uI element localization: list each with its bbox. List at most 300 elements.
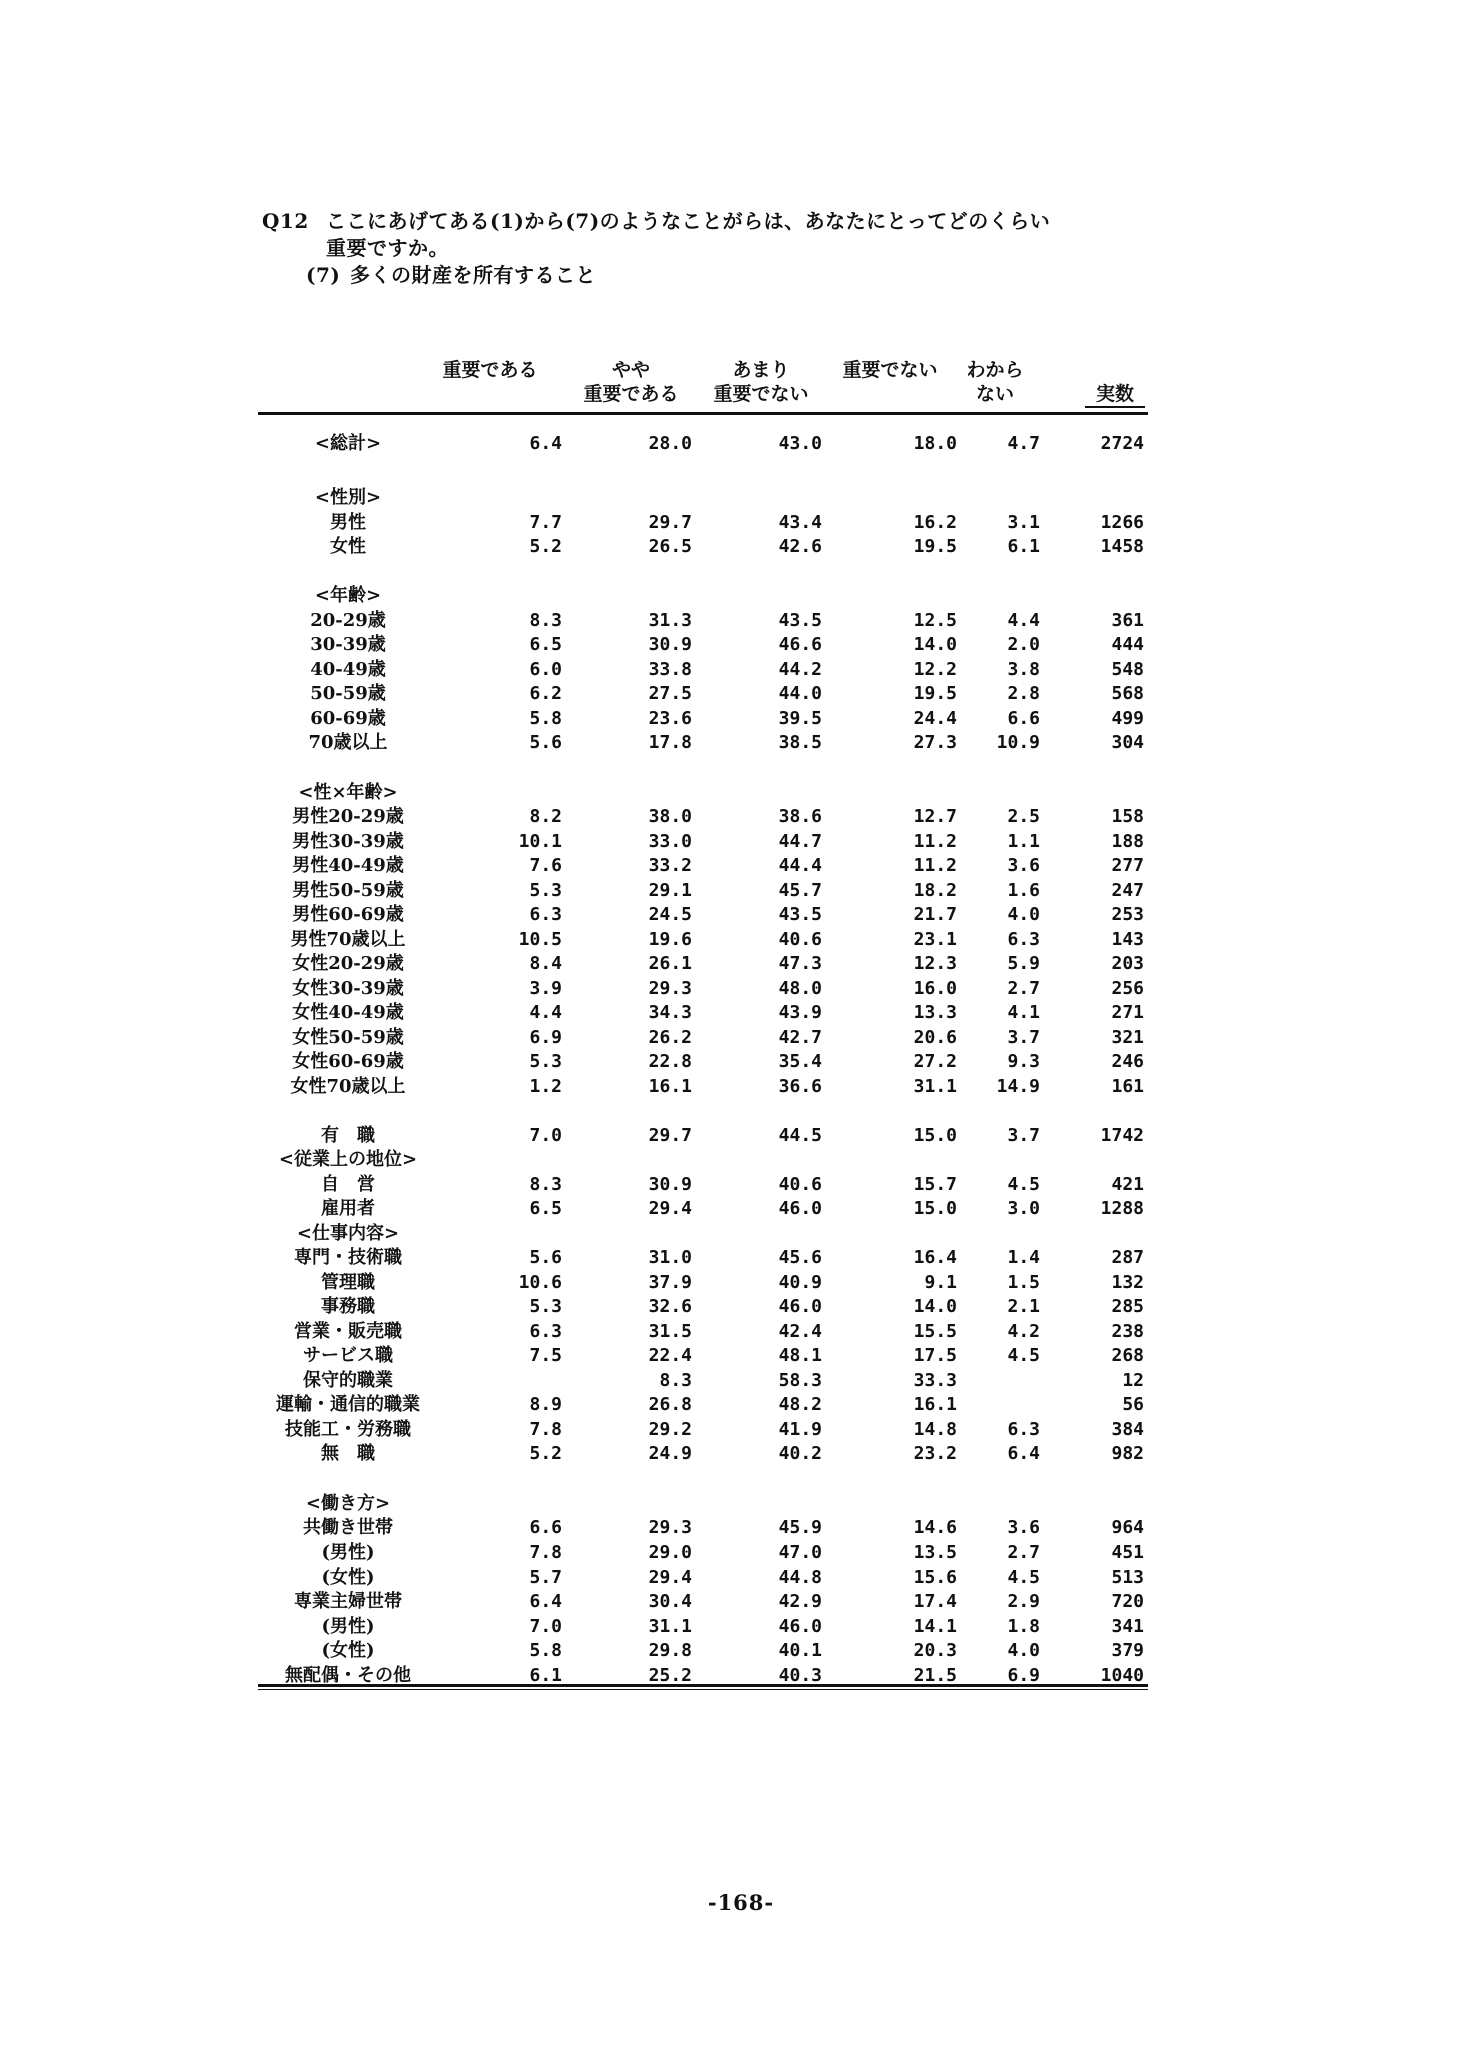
cell-c6: 256 [1111,978,1144,999]
cell-c6: 421 [1111,1174,1144,1195]
cell-c1: 6.4 [529,1591,562,1612]
cell-c3: 38.5 [778,732,822,753]
cell-c6: 12 [1122,1370,1144,1391]
row-label: 管理職 [321,1272,375,1293]
row-label: 雇用者 [321,1198,375,1219]
cell-c6: 56 [1122,1394,1144,1415]
row-label: 女性60-69歳 [292,1051,404,1072]
table-row [0,432,1482,456]
cell-c3: 40.9 [778,1272,822,1293]
row-label: 営業・販売職 [294,1321,402,1342]
cell-c5: 3.7 [1007,1125,1040,1146]
cell-c3: 38.6 [778,806,822,827]
row-label: 60-69歳 [310,708,386,729]
table-row [0,977,1482,1001]
cell-c4: 16.0 [913,978,957,999]
cell-c6: 304 [1111,732,1144,753]
table-bottom-rule [258,1684,1148,1687]
cell-c1: 8.3 [529,610,562,631]
cell-c5: 2.0 [1007,634,1040,655]
cell-c2: 22.8 [648,1051,692,1072]
cell-c6: 568 [1111,683,1144,704]
table-row [0,1001,1482,1025]
cell-c5: 1.5 [1007,1272,1040,1293]
table-row [0,1173,1482,1197]
header-important: 重要である [442,359,538,381]
cell-c3: 39.5 [778,708,822,729]
table-row [0,486,1482,510]
cell-c1: 7.0 [529,1125,562,1146]
table-top-rule [258,412,1148,415]
table-row [0,707,1482,731]
cell-c2: 19.6 [648,929,692,950]
cell-c1: 6.1 [529,1665,562,1686]
cell-c5: 2.7 [1007,978,1040,999]
table-row [0,1615,1482,1639]
cell-c1: 5.2 [529,1443,562,1464]
row-label: 保守的職業 [303,1370,393,1391]
cell-c4: 12.5 [913,610,957,631]
cell-c6: 1742 [1100,1125,1144,1146]
cell-c3: 44.8 [778,1567,822,1588]
cell-c2: 31.3 [648,610,692,631]
table-row [0,879,1482,903]
row-label: <働き方> [305,1493,391,1514]
cell-c2: 29.8 [648,1640,692,1661]
cell-c5: 4.5 [1007,1174,1040,1195]
table-row [0,1566,1482,1590]
cell-c1: 6.5 [529,1198,562,1219]
cell-c6: 2724 [1100,433,1144,454]
row-label: 男性50-59歳 [292,880,404,901]
cell-c2: 16.1 [648,1076,692,1097]
table-row [0,1369,1482,1393]
cell-c5: 6.4 [1007,1443,1040,1464]
header-not-very-important: あまり 重要でない [713,359,809,405]
cell-c3: 42.9 [778,1591,822,1612]
cell-c4: 15.5 [913,1321,957,1342]
cell-c1: 6.2 [529,683,562,704]
cell-c4: 15.7 [913,1174,957,1195]
cell-c6: 246 [1111,1051,1144,1072]
cell-c1: 5.6 [529,1247,562,1268]
cell-c4: 16.2 [913,512,957,533]
row-label: 事務職 [321,1296,375,1317]
row-label: 男性70歳以上 [290,929,406,950]
cell-c2: 24.9 [648,1443,692,1464]
cell-c4: 23.2 [913,1443,957,1464]
cell-c5: 3.6 [1007,1517,1040,1538]
cell-c5: 1.1 [1007,831,1040,852]
cell-c4: 12.7 [913,806,957,827]
cell-c3: 45.9 [778,1517,822,1538]
cell-c4: 13.5 [913,1542,957,1563]
cell-c4: 14.8 [913,1419,957,1440]
cell-c4: 21.7 [913,904,957,925]
cell-c3: 46.0 [778,1296,822,1317]
table-row [0,854,1482,878]
table-row [0,609,1482,633]
cell-c2: 34.3 [648,1002,692,1023]
table-row [0,952,1482,976]
table-row [0,1075,1482,1099]
cell-c3: 42.7 [778,1027,822,1048]
cell-c4: 14.0 [913,634,957,655]
cell-c2: 30.9 [648,634,692,655]
header-dont-know: わから ない [966,359,1024,405]
cell-c4: 12.3 [913,953,957,974]
cell-c5: 14.9 [996,1076,1040,1097]
cell-c1: 7.8 [529,1419,562,1440]
cell-c3: 42.4 [778,1321,822,1342]
row-label: 無配偶・その他 [285,1665,411,1686]
cell-c1: 10.1 [518,831,562,852]
cell-c5: 9.3 [1007,1051,1040,1072]
cell-c2: 30.9 [648,1174,692,1195]
cell-c4: 20.6 [913,1027,957,1048]
cell-c1: 8.9 [529,1394,562,1415]
question-line-1 [262,208,1242,235]
table-row [0,633,1482,657]
cell-c1: 5.8 [529,708,562,729]
cell-c4: 17.5 [913,1345,957,1366]
cell-c3: 48.2 [778,1394,822,1415]
cell-c2: 27.5 [648,683,692,704]
question-line-2: 重要ですか。 [326,236,449,260]
cell-c1: 6.9 [529,1027,562,1048]
cell-c3: 43.5 [778,904,822,925]
cell-c3: 44.2 [778,659,822,680]
cell-c2: 29.0 [648,1542,692,1563]
table-row [0,584,1482,608]
cell-c6: 253 [1111,904,1144,925]
cell-c2: 26.5 [648,536,692,557]
cell-c6: 720 [1111,1591,1144,1612]
table-row [0,1590,1482,1614]
table-bottom-rule-thin [258,1689,1148,1690]
cell-c1: 6.0 [529,659,562,680]
cell-c3: 47.0 [778,1542,822,1563]
question-block [262,208,1242,289]
cell-c4: 23.1 [913,929,957,950]
cell-c6: 158 [1111,806,1144,827]
cell-c2: 29.4 [648,1198,692,1219]
row-label: <年齢> [314,585,382,606]
cell-c2: 8.3 [659,1370,692,1391]
cell-c4: 27.2 [913,1051,957,1072]
cell-c5: 6.1 [1007,536,1040,557]
cell-c3: 45.6 [778,1247,822,1268]
cell-c2: 31.5 [648,1321,692,1342]
cell-c2: 37.9 [648,1272,692,1293]
cell-c4: 18.2 [913,880,957,901]
cell-c6: 203 [1111,953,1144,974]
row-label: 男性60-69歳 [292,904,404,925]
cell-c4: 19.5 [913,536,957,557]
table-row [0,1148,1482,1172]
cell-c3: 43.9 [778,1002,822,1023]
table-row [0,805,1482,829]
table-row [0,682,1482,706]
table-row [0,535,1482,559]
cell-c3: 43.5 [778,610,822,631]
cell-c1: 5.3 [529,1051,562,1072]
question-subitem [262,262,1242,289]
cell-c3: 40.6 [778,1174,822,1195]
cell-c5: 6.6 [1007,708,1040,729]
cell-c4: 11.2 [913,831,957,852]
cell-c6: 271 [1111,1002,1144,1023]
cell-c5: 1.6 [1007,880,1040,901]
cell-c2: 23.6 [648,708,692,729]
cell-c3: 48.0 [778,978,822,999]
row-label: 女性40-49歳 [292,1002,404,1023]
cell-c3: 47.3 [778,953,822,974]
subitem-text: 多くの財産を所有すること [350,263,596,287]
row-label: 男性40-49歳 [292,855,404,876]
row-label: 70歳以上 [308,732,388,753]
header-somewhat-important: やや 重要である [583,359,679,405]
cell-c6: 964 [1111,1517,1144,1538]
cell-c4: 15.0 [913,1125,957,1146]
cell-c5: 6.3 [1007,929,1040,950]
cell-c3: 44.5 [778,1125,822,1146]
cell-c4: 17.4 [913,1591,957,1612]
cell-c2: 29.3 [648,1517,692,1538]
cell-c5: 2.1 [1007,1296,1040,1317]
cell-c5: 6.3 [1007,1419,1040,1440]
cell-c3: 44.4 [778,855,822,876]
row-label: 女性 [330,536,366,557]
cell-c5: 3.0 [1007,1198,1040,1219]
cell-c5: 10.9 [996,732,1040,753]
cell-c4: 27.3 [913,732,957,753]
cell-c2: 29.3 [648,978,692,999]
cell-c6: 143 [1111,929,1144,950]
cell-c6: 1040 [1100,1665,1144,1686]
cell-c1: 7.0 [529,1616,562,1637]
cell-c3: 45.7 [778,880,822,901]
table-row [0,1222,1482,1246]
cell-c6: 982 [1111,1443,1144,1464]
cell-c5: 6.9 [1007,1665,1040,1686]
row-label: 自 営 [321,1174,375,1195]
cell-c2: 31.0 [648,1247,692,1268]
table-row [0,1050,1482,1074]
cell-c3: 46.6 [778,634,822,655]
cell-c6: 379 [1111,1640,1144,1661]
row-label: 男性30-39歳 [292,831,404,852]
cell-c4: 24.4 [913,708,957,729]
cell-c6: 451 [1111,1542,1144,1563]
cell-c6: 341 [1111,1616,1144,1637]
row-label: 女性20-29歳 [292,953,404,974]
cell-c3: 41.9 [778,1419,822,1440]
table-row [0,1026,1482,1050]
cell-c1: 7.6 [529,855,562,876]
cell-c3: 42.6 [778,536,822,557]
row-label: 30-39歳 [310,634,386,655]
cell-c5: 2.7 [1007,1542,1040,1563]
cell-c1: 8.4 [529,953,562,974]
table-row [0,1516,1482,1540]
cell-c4: 15.6 [913,1567,957,1588]
cell-c2: 33.8 [648,659,692,680]
table-row [0,1492,1482,1516]
row-label: <仕事内容> [296,1223,400,1244]
cell-c4: 31.1 [913,1076,957,1097]
table-row [0,1271,1482,1295]
cell-c3: 44.7 [778,831,822,852]
row-label: 運輸・通信的職業 [276,1394,420,1415]
cell-c6: 132 [1111,1272,1144,1293]
table-row [0,928,1482,952]
cell-c2: 29.7 [648,1125,692,1146]
cell-c2: 26.8 [648,1394,692,1415]
cell-c3: 40.3 [778,1665,822,1686]
cell-c1: 10.6 [518,1272,562,1293]
cell-c6: 1288 [1100,1198,1144,1219]
cell-c5: 3.7 [1007,1027,1040,1048]
cell-c5: 4.0 [1007,1640,1040,1661]
cell-c1: 6.3 [529,904,562,925]
cell-c5: 4.2 [1007,1321,1040,1342]
cell-c4: 16.4 [913,1247,957,1268]
table-row [0,1197,1482,1221]
cell-c2: 17.8 [648,732,692,753]
cell-c5: 3.6 [1007,855,1040,876]
cell-c1: 4.4 [529,1002,562,1023]
cell-c2: 24.5 [648,904,692,925]
cell-c4: 14.1 [913,1616,957,1637]
cell-c2: 28.0 [648,433,692,454]
cell-c3: 43.0 [778,433,822,454]
header-not-important: 重要でない [842,359,938,381]
cell-c4: 16.1 [913,1394,957,1415]
cell-c6: 188 [1111,831,1144,852]
cell-c1: 5.2 [529,536,562,557]
cell-c6: 1458 [1100,536,1144,557]
table-row [0,511,1482,535]
cell-c2: 25.2 [648,1665,692,1686]
cell-c5: 4.5 [1007,1567,1040,1588]
cell-c2: 26.2 [648,1027,692,1048]
row-label: 技能工・労務職 [285,1419,411,1440]
table-row [0,781,1482,805]
cell-c5: 2.8 [1007,683,1040,704]
cell-c2: 22.4 [648,1345,692,1366]
cell-c2: 29.2 [648,1419,692,1440]
row-label: 専業主婦世帯 [294,1591,402,1612]
row-label: <従業上の地位> [278,1149,418,1170]
cell-c5: 1.4 [1007,1247,1040,1268]
cell-c1: 6.5 [529,634,562,655]
table-row [0,1320,1482,1344]
table-row [0,903,1482,927]
cell-c6: 548 [1111,659,1144,680]
cell-c2: 29.4 [648,1567,692,1588]
question-text: ここにあげてある(1)から(7)のようなことがらは、あなたにとってどのくらい [326,209,1051,233]
cell-c5: 2.9 [1007,1591,1040,1612]
cell-c4: 19.5 [913,683,957,704]
cell-c5: 4.0 [1007,904,1040,925]
cell-c6: 277 [1111,855,1144,876]
row-label: (女性) [321,1567,375,1588]
cell-c6: 361 [1111,610,1144,631]
cell-c6: 247 [1111,880,1144,901]
cell-c1: 7.8 [529,1542,562,1563]
cell-c4: 20.3 [913,1640,957,1661]
row-label: 専門・技術職 [294,1247,402,1268]
table-row [0,1393,1482,1417]
cell-c6: 161 [1111,1076,1144,1097]
table-row [0,1344,1482,1368]
cell-c6: 513 [1111,1567,1144,1588]
cell-c3: 40.2 [778,1443,822,1464]
cell-c1: 7.5 [529,1345,562,1366]
cell-c2: 29.7 [648,512,692,533]
cell-c4: 18.0 [913,433,957,454]
row-label: (女性) [321,1640,375,1661]
cell-c2: 33.0 [648,831,692,852]
cell-c1: 8.3 [529,1174,562,1195]
row-label: (男性) [321,1616,375,1637]
cell-c1: 5.3 [529,880,562,901]
cell-c5: 4.4 [1007,610,1040,631]
cell-c5: 4.7 [1007,433,1040,454]
cell-c1: 5.8 [529,1640,562,1661]
cell-c4: 13.3 [913,1002,957,1023]
cell-c5: 3.1 [1007,512,1040,533]
cell-c5: 1.8 [1007,1616,1040,1637]
cell-c3: 35.4 [778,1051,822,1072]
cell-c3: 44.0 [778,683,822,704]
row-label: 20-29歳 [310,610,386,631]
row-label: 無 職 [321,1443,375,1464]
row-label: 女性70歳以上 [290,1076,406,1097]
cell-c4: 11.2 [913,855,957,876]
cell-c5: 5.9 [1007,953,1040,974]
cell-c4: 9.1 [924,1272,957,1293]
subitem-number: (7) [306,263,341,287]
row-label: <総計> [314,433,382,454]
row-label: 有 職 [321,1125,375,1146]
table-row [0,1124,1482,1148]
cell-c5: 3.8 [1007,659,1040,680]
row-label: (男性) [321,1542,375,1563]
cell-c1: 1.2 [529,1076,562,1097]
cell-c1: 6.6 [529,1517,562,1538]
cell-c6: 287 [1111,1247,1144,1268]
table-row [0,1541,1482,1565]
cell-c4: 12.2 [913,659,957,680]
row-label: 40-49歳 [310,659,386,680]
row-label: サービス職 [303,1345,393,1366]
cell-c1: 3.9 [529,978,562,999]
table-row [0,1246,1482,1270]
row-label: 共働き世帯 [303,1517,393,1538]
cell-c2: 31.1 [648,1616,692,1637]
cell-c1: 5.7 [529,1567,562,1588]
cell-c5: 2.5 [1007,806,1040,827]
cell-c2: 33.2 [648,855,692,876]
row-label: 男性20-29歳 [292,806,404,827]
cell-c2: 26.1 [648,953,692,974]
cell-c1: 5.6 [529,732,562,753]
row-label: 女性50-59歳 [292,1027,404,1048]
table-row [0,1295,1482,1319]
cell-c6: 238 [1111,1321,1144,1342]
